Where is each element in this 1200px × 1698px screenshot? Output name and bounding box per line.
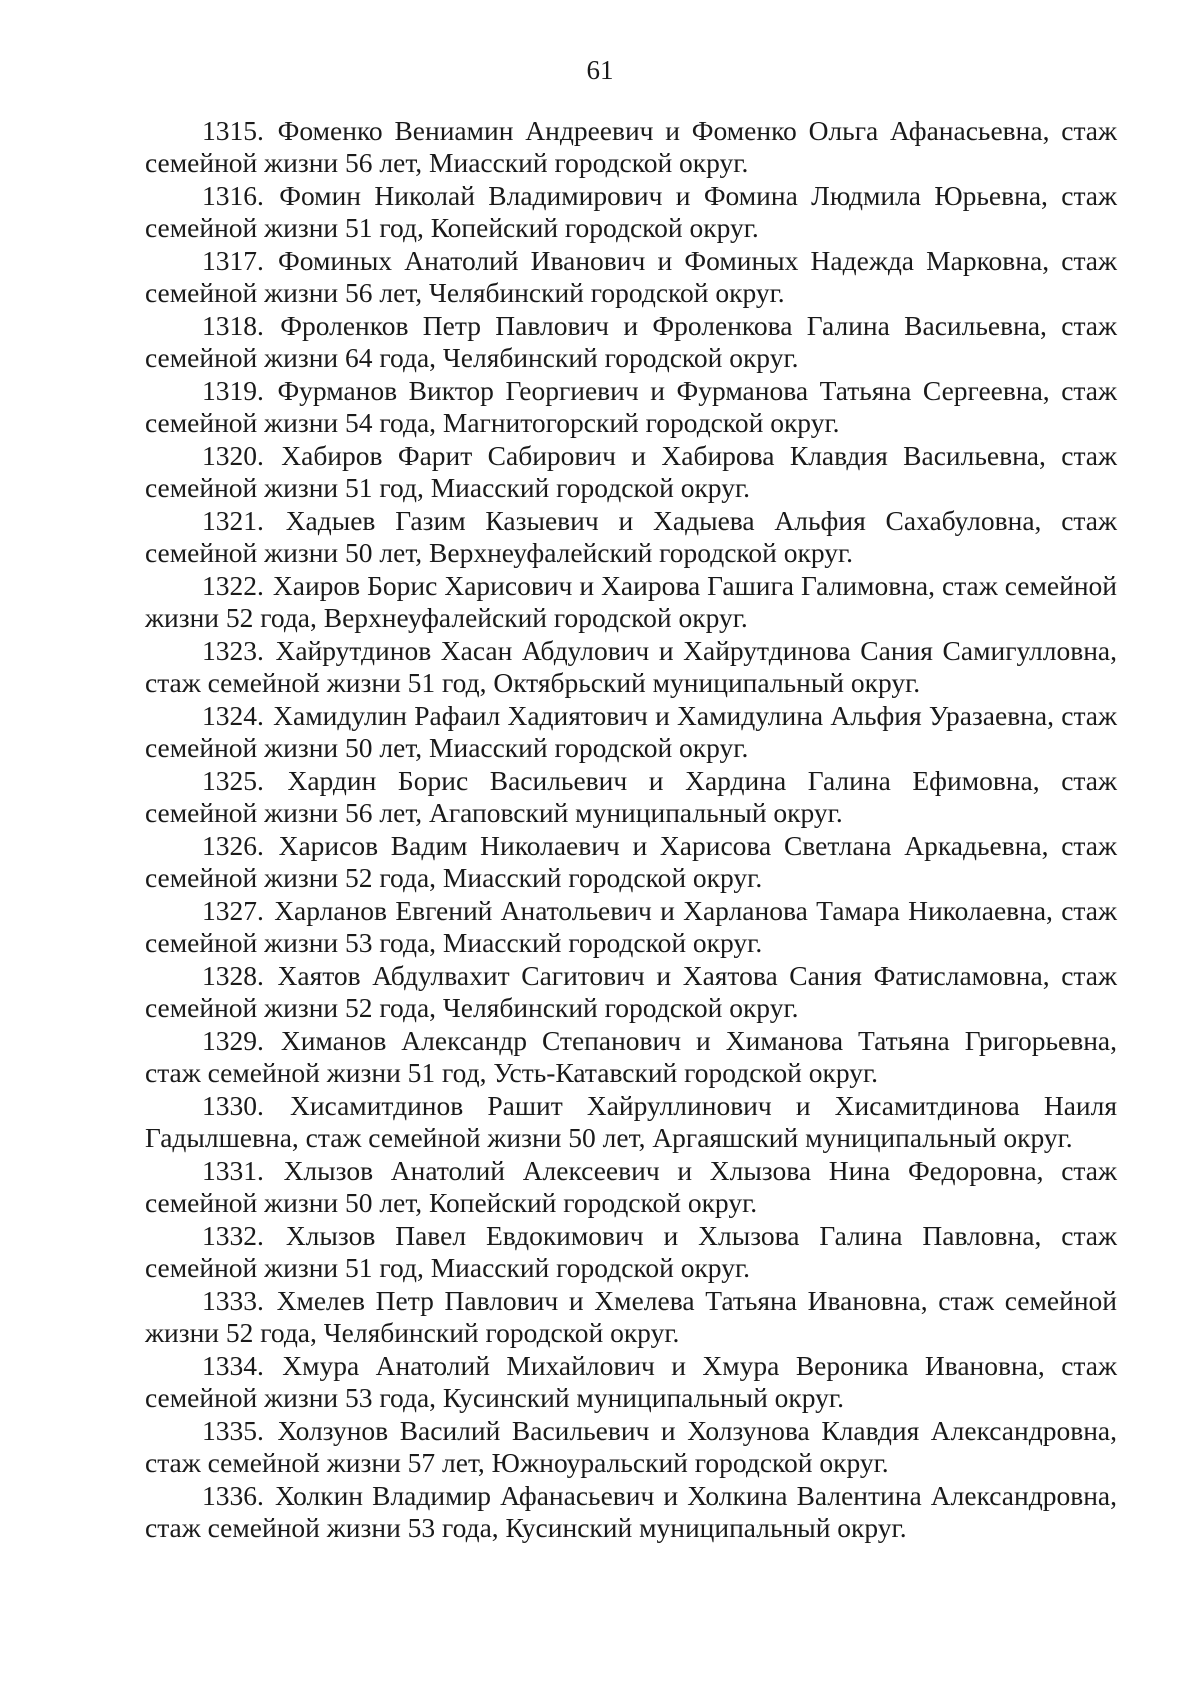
- list-item: [145, 960, 1117, 1024]
- list-item: [145, 1155, 1117, 1219]
- list-item: [145, 375, 1117, 439]
- entry-text: Харисов Вадим Николаевич и Харисова Светлана Аркадьевна, стаж семейной жизни 52 года, Миасский городской округ.: [145, 830, 1117, 893]
- entry-number: 1317.: [202, 245, 264, 276]
- entry-text: Хмура Анатолий Михайлович и Хмура Вероника Ивановна, стаж семейной жизни 53 года, Кусинский муниципальный округ.: [145, 1350, 1117, 1413]
- entry-number: 1331.: [202, 1155, 264, 1186]
- entry-text: Хабиров Фарит Сабирович и Хабирова Клавдия Васильевна, стаж семейной жизни 51 год, Миасский городской округ.: [145, 440, 1118, 503]
- entry-number: 1333.: [202, 1285, 264, 1316]
- entry-number: 1319.: [202, 375, 264, 406]
- list-item: [145, 115, 1117, 179]
- list-item: [145, 1350, 1117, 1414]
- entry-text: Хисамитдинов Рашит Хайруллинович и Хисамитдинова Наиля Гадылшевна, стаж семейной жизни 50 лет, Аргаяшский муниципальный округ.: [145, 1090, 1118, 1153]
- list-item: [145, 1415, 1117, 1479]
- entry-text: Хлызов Анатолий Алексеевич и Хлызова Нина Федоровна, стаж семейной жизни 50 лет, Копейский городской округ.: [145, 1155, 1117, 1218]
- list-item: [145, 180, 1117, 244]
- entry-text: Хаиров Борис Харисович и Хаирова Гашига Галимовна, стаж семейной жизни 52 года, Верхнеуфалейский городской округ.: [145, 570, 1118, 633]
- entry-text: Фомин Николай Владимирович и Фомина Людмила Юрьевна, стаж семейной жизни 51 год, Копейский городской округ.: [145, 180, 1118, 243]
- entry-number: 1326.: [202, 830, 264, 861]
- entry-text: Фоминых Анатолий Иванович и Фоминых Надежда Марковна, стаж семейной жизни 56 лет, Челябинский городской округ.: [145, 245, 1118, 308]
- entry-number: 1336.: [202, 1480, 264, 1511]
- entry-number: 1322.: [202, 570, 264, 601]
- entry-number: 1321.: [202, 505, 264, 536]
- entry-text: Химанов Александр Степанович и Химанова Татьяна Григорьевна, стаж семейной жизни 51 год, Усть-Катавский городской округ.: [145, 1025, 1117, 1088]
- entry-text: Фоменко Вениамин Андреевич и Фоменко Ольга Афанасьевна, стаж семейной жизни 56 лет, Миасский городской округ.: [145, 115, 1118, 178]
- entry-text: Холзунов Василий Васильевич и Холзунова Клавдия Александровна, стаж семейной жизни 57 лет, Южноуральский городской округ.: [145, 1415, 1118, 1478]
- list-item: [145, 1090, 1117, 1154]
- entry-text: Холкин Владимир Афанасьевич и Холкина Валентина Александровна, стаж семейной жизни 53 года, Кусинский муниципальный округ.: [145, 1480, 1117, 1543]
- entry-number: 1327.: [202, 895, 264, 926]
- list-item: [145, 1220, 1117, 1284]
- entry-number: 1324.: [202, 700, 264, 731]
- entry-text: Харланов Евгений Анатольевич и Харланова Тамара Николаевна, стаж семейной жизни 53 года, Миасский городской округ.: [145, 895, 1117, 958]
- entry-number: 1334.: [202, 1350, 264, 1381]
- entry-number: 1329.: [202, 1025, 264, 1056]
- list-item: [145, 895, 1117, 959]
- entry-list: [145, 115, 1117, 1545]
- entry-number: 1325.: [202, 765, 264, 796]
- entry-text: Хайрутдинов Хасан Абдулович и Хайрутдинова Сания Самигулловна, стаж семейной жизни 51 год, Октябрьский муниципальный округ.: [145, 635, 1117, 698]
- entry-number: 1315.: [202, 115, 264, 146]
- list-item: [145, 570, 1117, 634]
- entry-text: Фурманов Виктор Георгиевич и Фурманова Татьяна Сергеевна, стаж семейной жизни 54 года, Магнитогорский городской округ.: [145, 375, 1117, 438]
- list-item: [145, 635, 1117, 699]
- entry-text: Хамидулин Рафаил Хадиятович и Хамидулина Альфия Уразаевна, стаж семейной жизни 50 лет, Миасский городской округ.: [145, 700, 1117, 763]
- entry-number: 1320.: [202, 440, 264, 471]
- list-item: [145, 1025, 1117, 1089]
- entry-number: 1316.: [202, 180, 264, 211]
- list-item: [145, 830, 1117, 894]
- entry-text: Хардин Борис Васильевич и Хардина Галина Ефимовна, стаж семейной жизни 56 лет, Агаповский муниципальный округ.: [145, 765, 1117, 828]
- entry-number: 1323.: [202, 635, 264, 666]
- list-item: [145, 505, 1117, 569]
- list-item: [145, 440, 1117, 504]
- list-item: [145, 765, 1117, 829]
- entry-text: Хадыев Газим Казыевич и Хадыева Альфия Сахабуловна, стаж семейной жизни 50 лет, Верхнеуфалейский городской округ.: [145, 505, 1117, 568]
- list-item: [145, 245, 1117, 309]
- entry-number: 1328.: [202, 960, 264, 991]
- page-number: 61: [586, 55, 614, 85]
- entry-text: Фроленков Петр Павлович и Фроленкова Галина Васильевна, стаж семейной жизни 64 года, Челябинский городской округ.: [145, 310, 1118, 373]
- list-item: [145, 700, 1117, 764]
- list-item: [145, 310, 1117, 374]
- entry-text: Хаятов Абдулвахит Сагитович и Хаятова Сания Фатисламовна, стаж семейной жизни 52 года, Челябинский городской округ.: [145, 960, 1117, 1023]
- list-item: [145, 1285, 1117, 1349]
- entry-number: 1318.: [202, 310, 264, 341]
- entry-number: 1335.: [202, 1415, 264, 1446]
- entry-number: 1330.: [202, 1090, 264, 1121]
- entry-number: 1332.: [202, 1220, 264, 1251]
- entry-text: Хмелев Петр Павлович и Хмелева Татьяна Ивановна, стаж семейной жизни 52 года, Челябинский городской округ.: [145, 1285, 1118, 1348]
- entry-text: Хлызов Павел Евдокимович и Хлызова Галина Павловна, стаж семейной жизни 51 год, Миасский городской округ.: [145, 1220, 1118, 1283]
- list-item: [145, 1480, 1117, 1544]
